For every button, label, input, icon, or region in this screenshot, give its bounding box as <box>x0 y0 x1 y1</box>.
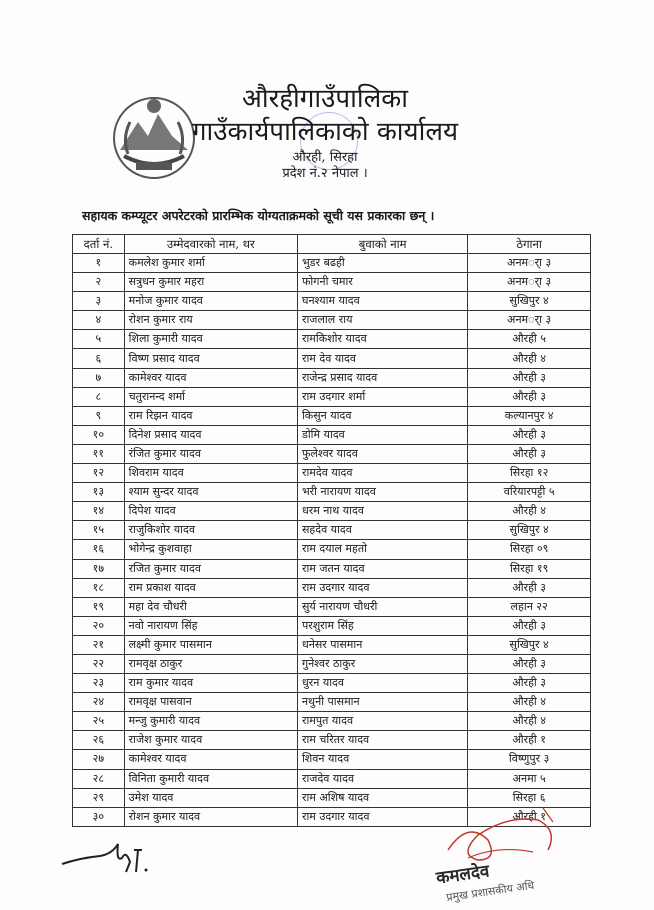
father-name-cell: नथुनी पासमान <box>297 693 467 712</box>
serial-number-cell: २२ <box>73 654 125 673</box>
candidate-name-cell: कामेश्वर यादव <box>124 750 297 769</box>
serial-number-cell: १८ <box>73 578 125 597</box>
table-header-row <box>73 235 591 254</box>
candidate-table <box>72 234 591 827</box>
candidate-name-cell: रामवृक्ष पासवान <box>124 693 297 712</box>
address-cell: औरही ३ <box>468 425 591 444</box>
serial-number-cell: १३ <box>73 483 125 502</box>
father-name-cell: गुनेश्वर ठाकुर <box>297 654 467 673</box>
candidate-name-cell: रंजित कुमार यादव <box>124 444 297 463</box>
table-row <box>73 444 591 463</box>
father-name-cell: राम देव यादव <box>297 349 467 368</box>
candidate-name-cell: रोशन कुमार राय <box>124 311 297 330</box>
table-row <box>73 292 591 311</box>
table-row <box>73 254 591 273</box>
address-cell: विष्णुपुर ३ <box>468 750 591 769</box>
serial-number-cell: १० <box>73 425 125 444</box>
address-cell: वरियारपट्टी ५ <box>468 483 591 502</box>
address-cell: औरही ३ <box>468 654 591 673</box>
table-row <box>73 750 591 769</box>
table-row <box>73 654 591 673</box>
document-subtitle: सहायक कम्प्यूटर अपरेटरको प्रारम्भिक योग्यताक्रमको सूची यस प्रकारका छन् । <box>82 208 435 223</box>
serial-number-cell: १५ <box>73 521 125 540</box>
father-name-cell: राम उदगार यादव <box>297 578 467 597</box>
candidate-name-cell: रामवृक्ष ठाकुर <box>124 654 297 673</box>
father-name-cell: सुर्य नारायण चौधरी <box>297 597 467 616</box>
address-cell: सुखिपुर ४ <box>468 292 591 311</box>
father-name-cell: राजलाल राय <box>297 311 467 330</box>
candidate-name-cell: भोगेन्द्र कुशवाहा <box>124 540 297 559</box>
father-name-cell: राजेन्द्र प्रसाद यादव <box>297 368 467 387</box>
father-name-cell: धरम नाथ यादव <box>297 502 467 521</box>
table-row <box>73 521 591 540</box>
candidate-name-cell: राम प्रकाश यादव <box>124 578 297 597</box>
serial-number-cell: २३ <box>73 674 125 693</box>
serial-number-cell: ६ <box>73 349 125 368</box>
office-address: औरही, सिरहा <box>292 150 358 165</box>
address-cell: औरही ४ <box>468 502 591 521</box>
serial-number-cell: २६ <box>73 731 125 750</box>
table-row <box>73 330 591 349</box>
serial-number-cell: २० <box>73 616 125 635</box>
address-cell: औरही १ <box>468 807 591 826</box>
serial-number-cell: ७ <box>73 368 125 387</box>
address-cell: औरही ५ <box>468 330 591 349</box>
address-cell: औरही ४ <box>468 712 591 731</box>
father-name-cell: रामपुत यादव <box>297 712 467 731</box>
father-name-cell: रामदेव यादव <box>297 464 467 483</box>
address-cell: औरही ३ <box>468 387 591 406</box>
father-name-cell: धनेसर पासमान <box>297 635 467 654</box>
table-row <box>73 483 591 502</box>
address-cell: अनमर्ा ३ <box>468 311 591 330</box>
office-name: गाउँकार्यपालिकाको कार्यालय <box>191 117 459 147</box>
table-row <box>73 616 591 635</box>
table-row <box>73 578 591 597</box>
father-name-cell: फुलेश्वर यादव <box>297 444 467 463</box>
father-name-cell: राजदेव यादव <box>297 769 467 788</box>
father-name-cell: राम उदगार शर्मा <box>297 387 467 406</box>
candidate-name-cell: चतुरानन्द शर्मा <box>124 387 297 406</box>
father-name-cell: धुरन यादव <box>297 674 467 693</box>
municipality-name: औरहीगाउँपालिका <box>242 84 408 114</box>
candidate-name-cell: विनिता कुमारी यादव <box>124 769 297 788</box>
table-row <box>73 368 591 387</box>
father-name-cell: भुडर बढही <box>297 254 467 273</box>
candidate-name-cell: मन्जु कुमारी यादव <box>124 712 297 731</box>
address-cell: अनमर्ा ३ <box>468 273 591 292</box>
father-name-cell: घनश्याम यादव <box>297 292 467 311</box>
father-name-cell: डोमि यादव <box>297 425 467 444</box>
address-cell: अनमर्ा ३ <box>468 254 591 273</box>
letterhead <box>190 82 460 182</box>
candidate-name-cell: मनोज कुमार यादव <box>124 292 297 311</box>
table-row <box>73 406 591 425</box>
address-cell: सिरहा ६ <box>468 788 591 807</box>
serial-number-cell: १७ <box>73 559 125 578</box>
table-row <box>73 273 591 292</box>
header-address: ठेगाना <box>468 235 591 254</box>
table-row <box>73 635 591 654</box>
address-cell: औरही १ <box>468 731 591 750</box>
nepal-emblem-icon <box>110 92 198 184</box>
stamp-officer-title: प्रमुख प्रशासकीय अधि <box>445 878 536 905</box>
address-cell: सुखिपुर ४ <box>468 635 591 654</box>
address-cell: औरही ३ <box>468 616 591 635</box>
candidate-name-cell: महा देव चौधरी <box>124 597 297 616</box>
table-row <box>73 693 591 712</box>
father-name-cell: रामकिशोर यादव <box>297 330 467 349</box>
candidate-name-cell: राम कुमार यादव <box>124 674 297 693</box>
table-row <box>73 712 591 731</box>
address-cell: सिरहा ०९ <box>468 540 591 559</box>
stamp-officer-name: कमलदेव <box>435 861 491 889</box>
serial-number-cell: २४ <box>73 693 125 712</box>
serial-number-cell: २ <box>73 273 125 292</box>
father-name-cell: राम दयाल महतो <box>297 540 467 559</box>
candidate-name-cell: नवो नारायण सिंह <box>124 616 297 635</box>
address-cell: औरही ४ <box>468 693 591 712</box>
father-name-cell: भरी नारायण यादव <box>297 483 467 502</box>
father-name-cell: राम चरितर यादव <box>297 731 467 750</box>
serial-number-cell: १४ <box>73 502 125 521</box>
table-row <box>73 502 591 521</box>
table-row <box>73 349 591 368</box>
header-candidate-name: उम्मेदवारको नाम, थर <box>124 235 297 254</box>
table-row <box>73 674 591 693</box>
table-row <box>73 464 591 483</box>
table-row <box>73 731 591 750</box>
address-cell: कल्यानपुर ४ <box>468 406 591 425</box>
serial-number-cell: ३ <box>73 292 125 311</box>
father-name-cell: फोगनी चमार <box>297 273 467 292</box>
address-cell: औरही ४ <box>468 349 591 368</box>
candidate-name-cell: दिपेश यादव <box>124 502 297 521</box>
serial-number-cell: ५ <box>73 330 125 349</box>
candidate-name-cell: राम रिझन यादव <box>124 406 297 425</box>
candidate-name-cell: शिला कुमारी यादव <box>124 330 297 349</box>
father-name-cell: परशुराम सिंह <box>297 616 467 635</box>
candidate-name-cell: दिनेश प्रसाद यादव <box>124 425 297 444</box>
serial-number-cell: ८ <box>73 387 125 406</box>
father-name-cell: राम जतन यादव <box>297 559 467 578</box>
candidate-name-cell: शिवराम यादव <box>124 464 297 483</box>
table-row <box>73 425 591 444</box>
candidate-name-cell: राजेश कुमार यादव <box>124 731 297 750</box>
serial-number-cell: १९ <box>73 597 125 616</box>
candidate-name-cell: लक्ष्मी कुमार पासमान <box>124 635 297 654</box>
serial-number-cell: ९ <box>73 406 125 425</box>
table-body <box>73 254 591 827</box>
father-name-cell: शिवन यादव <box>297 750 467 769</box>
serial-number-cell: २१ <box>73 635 125 654</box>
serial-number-cell: १२ <box>73 464 125 483</box>
address-cell: लहान २२ <box>468 597 591 616</box>
address-cell: सिरहा १९ <box>468 559 591 578</box>
candidate-name-cell: श्याम सुन्दर यादव <box>124 483 297 502</box>
handwritten-signature-left <box>60 832 160 876</box>
father-name-cell: राम उदगार यादव <box>297 807 467 826</box>
address-cell: सुखिपुर ४ <box>468 521 591 540</box>
serial-number-cell: १ <box>73 254 125 273</box>
candidate-name-cell: विष्ण प्रसाद यादव <box>124 349 297 368</box>
header-father-name: बुवाको नाम <box>297 235 467 254</box>
candidate-name-cell: उमेश यादव <box>124 788 297 807</box>
address-cell: औरही ३ <box>468 368 591 387</box>
serial-number-cell: २९ <box>73 788 125 807</box>
father-name-cell: किसुन यादव <box>297 406 467 425</box>
address-cell: अनमा ५ <box>468 769 591 788</box>
table-row <box>73 387 591 406</box>
serial-number-cell: ४ <box>73 311 125 330</box>
table-row <box>73 540 591 559</box>
table-row <box>73 769 591 788</box>
father-name-cell: राम अशिष यादव <box>297 788 467 807</box>
address-cell: औरही ३ <box>468 578 591 597</box>
header-serial: दर्ता नं. <box>73 235 125 254</box>
candidate-name-cell: रजित कुमार यादव <box>124 559 297 578</box>
serial-number-cell: २५ <box>73 712 125 731</box>
serial-number-cell: १६ <box>73 540 125 559</box>
province-line: प्रदेश नं.२ नेपाल । <box>282 166 368 181</box>
candidate-name-cell: सत्रुधन कुमार महरा <box>124 273 297 292</box>
serial-number-cell: ३० <box>73 807 125 826</box>
address-cell: औरही ३ <box>468 444 591 463</box>
father-name-cell: सहदेव यादव <box>297 521 467 540</box>
serial-number-cell: ११ <box>73 444 125 463</box>
table-row <box>73 559 591 578</box>
candidate-name-cell: रोशन कुमार यादव <box>124 807 297 826</box>
address-cell: औरही ३ <box>468 674 591 693</box>
serial-number-cell: २८ <box>73 769 125 788</box>
candidate-name-cell: राजुकिशोर यादव <box>124 521 297 540</box>
candidate-name-cell: कमलेश कुमार शर्मा <box>124 254 297 273</box>
table-row <box>73 597 591 616</box>
serial-number-cell: २७ <box>73 750 125 769</box>
table-row <box>73 311 591 330</box>
candidate-name-cell: कामेश्वर यादव <box>124 368 297 387</box>
address-cell: सिरहा १२ <box>468 464 591 483</box>
